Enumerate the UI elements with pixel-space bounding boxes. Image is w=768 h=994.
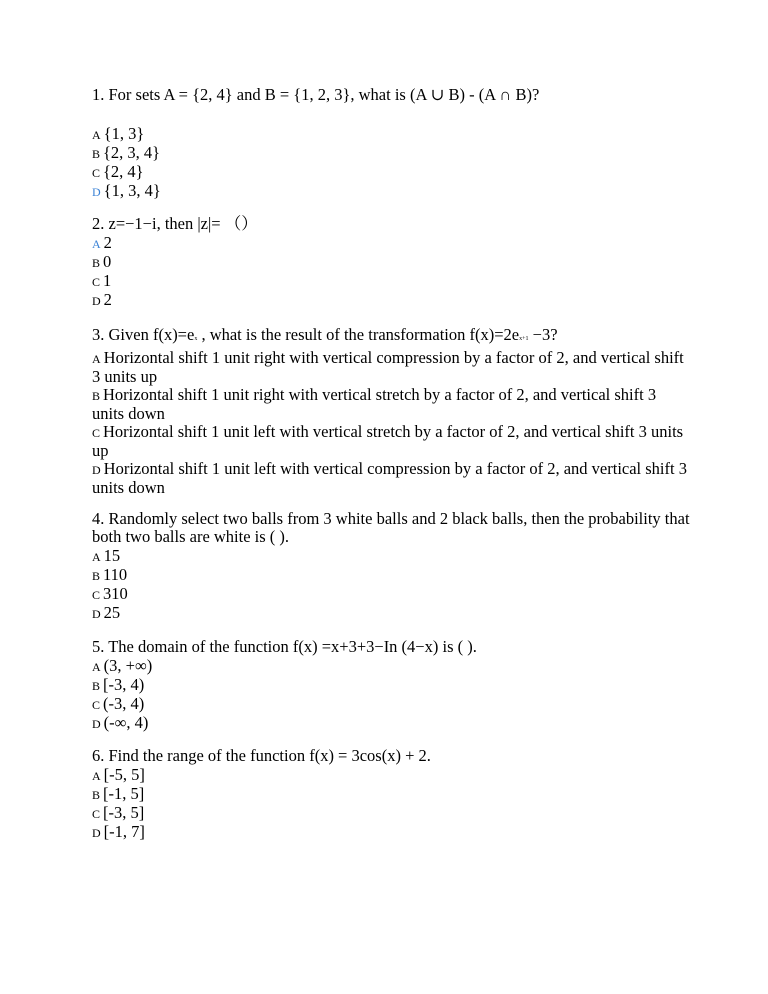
option-c[interactable] xyxy=(92,695,692,714)
exponent: x xyxy=(194,336,198,342)
question-3 xyxy=(92,326,692,497)
option-a[interactable] xyxy=(92,349,692,386)
question-stem xyxy=(92,326,692,348)
question-stem: 5. The domain of the function f(x) =x+3+3−In (4−x) is ( ). xyxy=(92,637,477,656)
option-list xyxy=(92,234,692,310)
question-6 xyxy=(92,747,692,842)
option-d[interactable] xyxy=(92,460,692,497)
option-text: Horizontal shift 1 unit left with vertical stretch by a factor of 2, and vertical shift 3 units up xyxy=(92,422,684,460)
question-stem: 6. Find the range of the function f(x) = 3cos(x) + 2. xyxy=(92,746,431,765)
option-letter: B xyxy=(92,256,101,270)
option-a[interactable] xyxy=(92,657,692,676)
option-a[interactable] xyxy=(92,766,692,785)
question-stem: 1. For sets A = {2, 4} and B = {1, 2, 3}, what is (A ∪ B) - (A ∩ B)? xyxy=(92,85,540,104)
question-5 xyxy=(92,638,692,733)
option-letter-highlighted: A xyxy=(92,237,101,251)
option-text: (-∞, 4) xyxy=(103,713,149,732)
option-list xyxy=(92,125,692,201)
option-text: 25 xyxy=(103,603,121,622)
option-letter: B xyxy=(92,389,101,403)
option-letter: D xyxy=(92,607,101,621)
option-b[interactable] xyxy=(92,785,692,804)
option-letter: D xyxy=(92,826,101,840)
option-list xyxy=(92,766,692,842)
option-d[interactable] xyxy=(92,823,692,842)
option-text: 15 xyxy=(103,546,121,565)
option-letter: C xyxy=(92,698,101,712)
option-b[interactable] xyxy=(92,386,692,423)
option-b[interactable] xyxy=(92,676,692,695)
option-a[interactable] xyxy=(92,125,692,144)
option-letter: A xyxy=(92,128,101,142)
option-text: {2, 3, 4} xyxy=(103,143,161,162)
option-letter: C xyxy=(92,426,101,440)
option-d[interactable] xyxy=(92,182,692,201)
option-d[interactable] xyxy=(92,714,692,733)
option-letter: B xyxy=(92,788,101,802)
option-a[interactable] xyxy=(92,234,692,253)
option-text: Horizontal shift 1 unit left with vertical compression by a factor of 2, and vertical shift 3 units down xyxy=(92,459,687,497)
option-d[interactable] xyxy=(92,291,692,310)
option-letter: A xyxy=(92,550,101,564)
option-text: {1, 3} xyxy=(103,124,145,143)
option-text: (3, +∞) xyxy=(103,656,153,675)
option-text: {1, 3, 4} xyxy=(103,181,161,200)
question-stem: 2. z=−1−i, then |z|= （） xyxy=(92,214,258,233)
option-letter: B xyxy=(92,679,101,693)
option-b[interactable] xyxy=(92,253,692,272)
option-text: [-5, 5] xyxy=(103,765,145,784)
option-a[interactable] xyxy=(92,547,692,566)
option-text: {2, 4} xyxy=(103,162,144,181)
option-letter: B xyxy=(92,569,101,583)
option-text: [-3, 4) xyxy=(103,675,145,694)
stem-part: −3? xyxy=(528,325,558,344)
option-letter: C xyxy=(92,588,101,602)
option-text: [-1, 5] xyxy=(103,784,145,803)
option-text: 1 xyxy=(103,271,112,290)
option-text: (-3, 4) xyxy=(103,694,145,713)
option-text: 2 xyxy=(103,290,112,309)
option-d[interactable] xyxy=(92,604,692,623)
option-text: 0 xyxy=(103,252,112,271)
option-letter: A xyxy=(92,660,101,674)
option-letter: B xyxy=(92,147,101,161)
option-letter: A xyxy=(92,352,101,366)
option-letter: D xyxy=(92,717,101,731)
question-2 xyxy=(92,215,692,310)
option-text: 2 xyxy=(103,233,112,252)
option-text: [-3, 5] xyxy=(103,803,145,822)
exponent: x+1 xyxy=(519,336,529,342)
option-text: 110 xyxy=(103,565,128,584)
option-letter: D xyxy=(92,294,101,308)
option-b[interactable] xyxy=(92,566,692,585)
option-b[interactable] xyxy=(92,144,692,163)
option-letter: A xyxy=(92,769,101,783)
option-c[interactable] xyxy=(92,585,692,604)
option-list xyxy=(92,547,692,623)
question-1 xyxy=(92,86,692,201)
option-text: Horizontal shift 1 unit right with vertical compression by a factor of 2, and vertical shift 3 units up xyxy=(92,348,684,386)
option-c[interactable] xyxy=(92,804,692,823)
option-list xyxy=(92,657,692,733)
option-c[interactable] xyxy=(92,163,692,182)
question-4 xyxy=(92,510,692,623)
option-text: Horizontal shift 1 unit right with vertical stretch by a factor of 2, and vertical shift 3 units down xyxy=(92,385,657,423)
stem-part: 3. Given f(x)=e xyxy=(92,325,195,344)
stem-part: , what is the result of the transformation f(x)=2e xyxy=(197,325,520,344)
option-text: [-1, 7] xyxy=(103,822,145,841)
option-letter: D xyxy=(92,463,101,477)
question-stem: 4. Randomly select two balls from 3 white balls and 2 black balls, then the probability that both two balls are white is ( ). xyxy=(92,509,690,546)
option-letter: C xyxy=(92,275,101,289)
option-letter: C xyxy=(92,166,101,180)
option-letter-highlighted: D xyxy=(92,185,101,199)
option-letter: C xyxy=(92,807,101,821)
option-text: 310 xyxy=(103,584,128,603)
option-c[interactable] xyxy=(92,272,692,291)
option-c[interactable] xyxy=(92,423,692,460)
option-list xyxy=(92,349,692,497)
